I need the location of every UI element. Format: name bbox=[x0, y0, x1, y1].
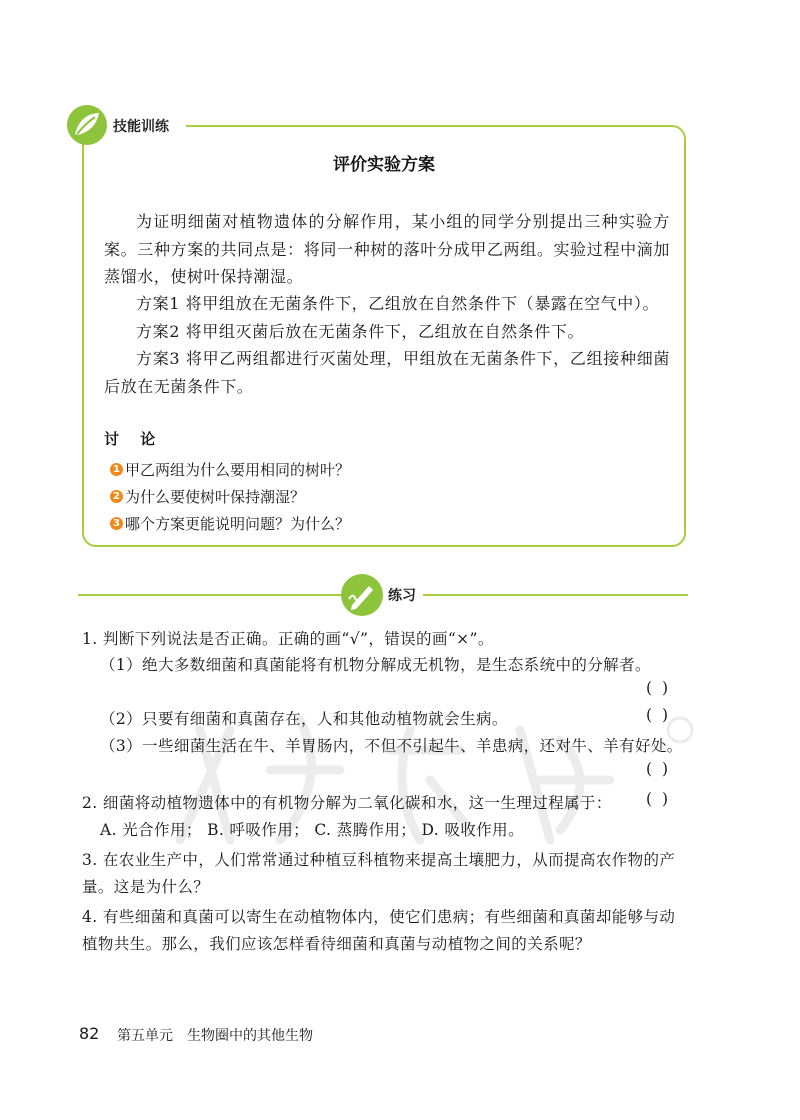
discussion-question-1 bbox=[110, 459, 350, 480]
answer-blank[interactable]: () bbox=[646, 760, 679, 778]
question-text: 甲乙两组为什么要用相同的树叶？ bbox=[125, 461, 351, 479]
number-badge: 1 bbox=[110, 463, 123, 476]
exercise-q1: 1. 判断下列说法是否正确。正确的画“√”，错误的画“×”。 bbox=[82, 630, 494, 648]
discussion-question-2 bbox=[110, 486, 305, 507]
discussion-label: 讨 论 bbox=[104, 430, 164, 448]
skill-leaf-icon bbox=[66, 104, 108, 146]
answer-blank[interactable]: () bbox=[646, 679, 679, 697]
answer-blank[interactable]: () bbox=[646, 790, 679, 808]
skills-header: 技能训练 bbox=[113, 119, 169, 135]
page-number: 82 bbox=[79, 1024, 100, 1043]
exercise-pencil-icon bbox=[340, 573, 384, 617]
exercise-q2: 2. 细菌将动植物遗体中的有机物分解为二氧化碳和水，这一生理过程属于： bbox=[82, 794, 612, 812]
number-badge: 2 bbox=[110, 490, 123, 503]
exercise-q1-item-1: （1）绝大多数细菌和真菌能将有机物分解成无机物，是生态系统中的分解者。 bbox=[100, 656, 651, 674]
exercise-q3: 3. 在农业生产中，人们常常通过种植豆科植物来提高土壤肥力，从而提高农作物的产量。这是为什么？ bbox=[82, 851, 676, 896]
activity-title: 评价实验方案 bbox=[333, 155, 435, 175]
exercise-header: 练习 bbox=[388, 588, 416, 604]
number-badge: 3 bbox=[110, 517, 123, 530]
plan-2: 方案2 将甲组灭菌后放在无菌条件下，乙组放在自然条件下。 bbox=[136, 322, 585, 341]
exercise-divider-right bbox=[423, 594, 688, 596]
answer-blank[interactable]: () bbox=[646, 706, 679, 724]
chapter-title: 第五单元 生物圈中的其他生物 bbox=[117, 1028, 313, 1044]
exercise-q1-item-2: （2）只要有细菌和真菌存在，人和其他动植物就会生病。 bbox=[100, 710, 508, 728]
plan-1: 方案1 将甲组放在无菌条件下，乙组放在自然条件下（暴露在空气中）。 bbox=[136, 294, 660, 313]
exercise-q1-item-3: （3）一些细菌生活在牛、羊胃肠内，不但不引起牛、羊患病，还对牛、羊有好处。 bbox=[100, 737, 683, 755]
exercise-divider-left bbox=[78, 594, 348, 596]
question-text: 为什么要使树叶保持潮湿？ bbox=[125, 488, 306, 506]
plan-3: 方案3 将甲乙两组都进行灭菌处理，甲组放在无菌条件下，乙组接种细菌后放在无菌条件下。 bbox=[104, 349, 670, 396]
exercise-q2-options: A. 光合作用； B. 呼吸作用； C. 蒸腾作用； D. 吸收作用。 bbox=[100, 821, 524, 839]
discussion-question-3 bbox=[110, 513, 350, 534]
exercise-q4: 4. 有些细菌和真菌可以寄生在动植物体内，使它们患病；有些细菌和真菌却能够与动植物共生。那么，我们应该怎样看待细菌和真菌与动植物之间的关系呢？ bbox=[82, 908, 676, 953]
question-text: 哪个方案更能说明问题？为什么？ bbox=[125, 515, 351, 533]
intro-paragraph: 为证明细菌对植物遗体的分解作用，某小组的同学分别提出三种实验方案。三种方案的共同点是：将同一种树的落叶分成甲乙两组。实验过程中滴加蒸馏水，使树叶保持潮湿。 bbox=[104, 212, 670, 286]
